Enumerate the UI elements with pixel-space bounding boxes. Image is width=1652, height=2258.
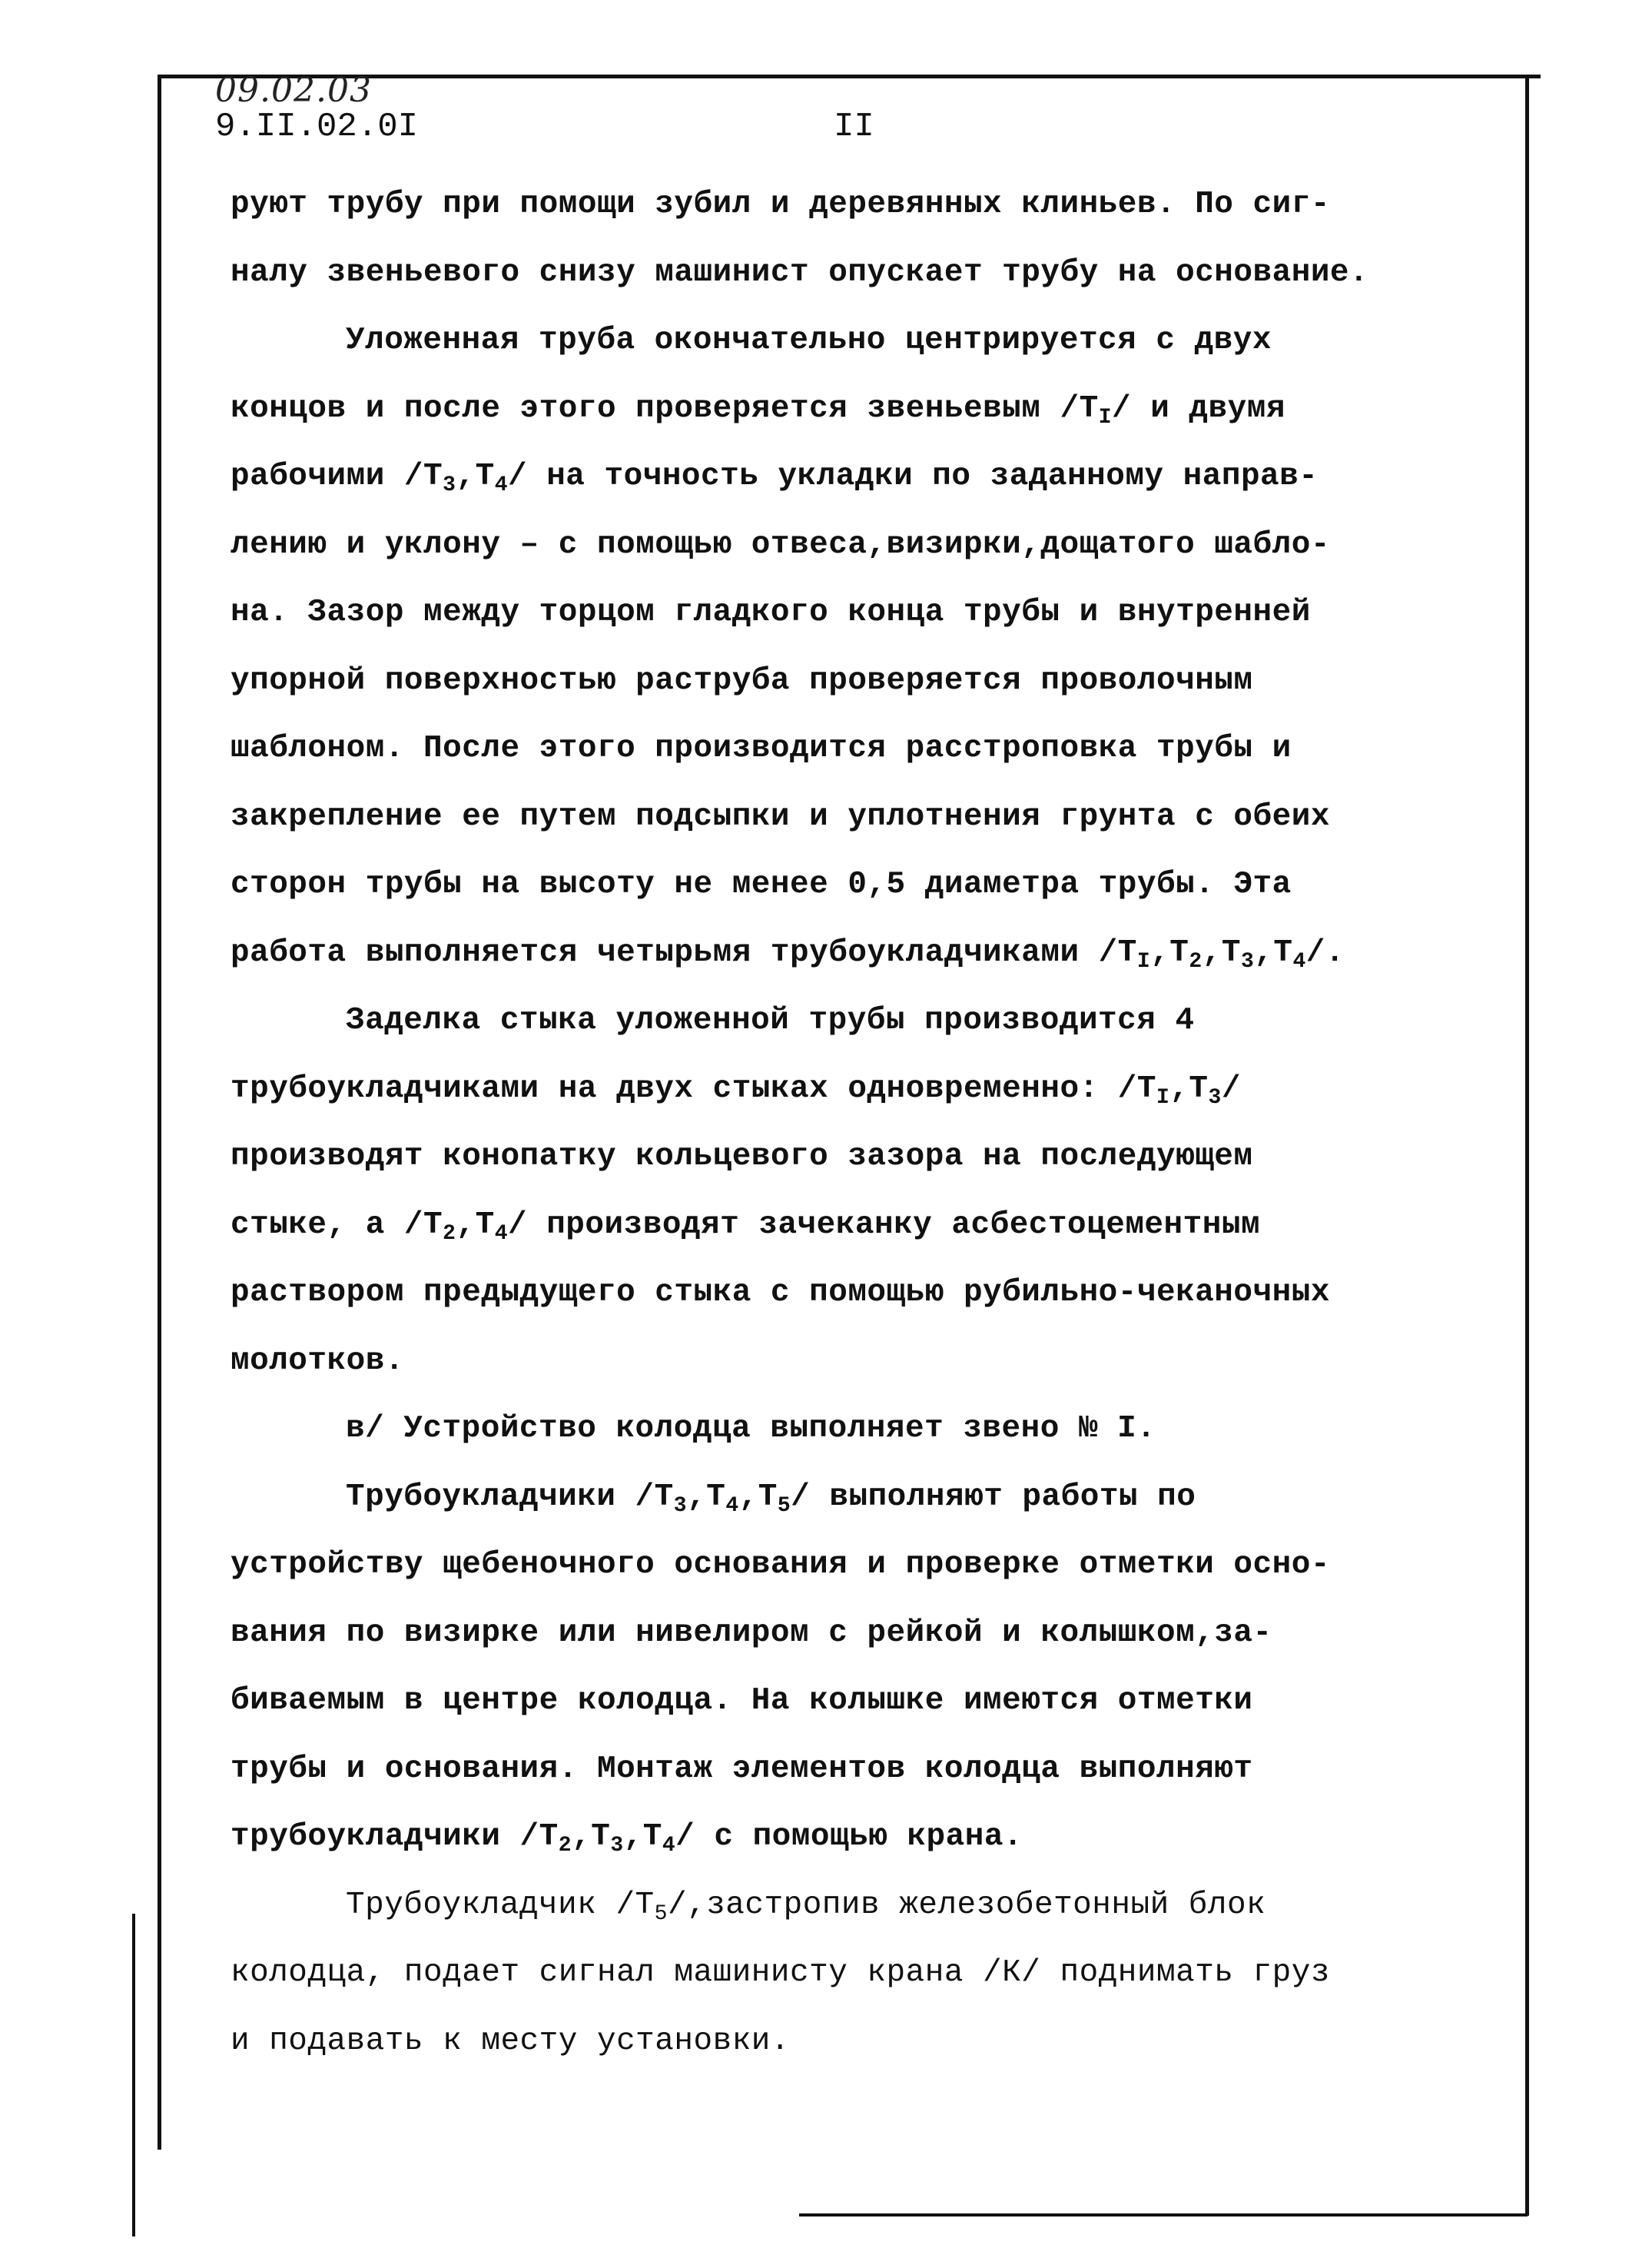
text-line: трубоукладчиками на двух стыках одновременно: $/Т_I,Т_3/$ <box>231 1071 1241 1110</box>
handwritten-code: 09.02.03 <box>215 71 372 110</box>
page-number: II <box>834 108 874 146</box>
text-line: трубоукладчики $/Т_2,Т_3,Т_4/$ с помощью крана. <box>231 1819 1023 1858</box>
text-line: Заделка стыка уложенной трубы производится 4 <box>346 1003 1195 1038</box>
page-frame-right <box>1525 75 1529 2216</box>
text-line: биваемым в центре колодца. На колышке имеются отметки <box>231 1683 1253 1718</box>
text-line: колодца, подает сигнал машинисту крана /К/ поднимать груз <box>231 1955 1330 1991</box>
margin-stroke <box>132 1914 135 2236</box>
text-line: Уложенная труба окончательно центрируется с двух <box>346 323 1272 358</box>
text-line: Трубоукладчики $/Т_3,Т_4,Т_5/$ выполняют работы по <box>346 1479 1196 1518</box>
text-line: сторон трубы на высоту не менее 0,5 диаметра трубы. Эта <box>231 867 1292 902</box>
page-frame-left <box>158 75 161 2150</box>
text-line: упорной поверхностью раструба проверяется проволочным <box>231 662 1253 699</box>
text-line: руют трубу при помощи зубил и деревянных клиньев. По сиг- <box>231 187 1330 222</box>
document-code: 9.II.02.0I <box>215 108 419 146</box>
text-line: рабочими $/Т_3,Т_4/$ на точность укладки по заданному направ- <box>231 459 1319 497</box>
text-line: работа выполняется четырьмя трубоукладчиками $/Т_I,Т_2,Т_3,Т_4/$. <box>231 935 1345 974</box>
text-line: закрепление ее путем подсыпки и уплотнения грунта с обеих <box>231 799 1330 835</box>
page-frame-bottom <box>799 2213 1528 2216</box>
text-line: устройству щебеночного основания и проверке отметки осно- <box>231 1547 1330 1582</box>
text-line: и подавать к месту установки. <box>231 2023 791 2059</box>
text-line: шаблоном. После этого производится расстроповка трубы и <box>231 731 1292 766</box>
text-line: в/ Устройство колодца выполняет звено № I. <box>346 1411 1156 1446</box>
text-line: стыке, а $/Т_2,Т_4/$ производят зачеканку асбестоцементным <box>231 1207 1261 1246</box>
text-line: трубы и основания. Монтаж элементов колодца выполняют <box>231 1751 1253 1787</box>
text-line: Трубоукладчик $/Т_5/,застропив$ железобетонный блок <box>346 1887 1266 1926</box>
text-line: налу звеньевого снизу машинист опускает трубу на основание. <box>231 254 1369 291</box>
text-line: на. Зазор между торцом гладкого конца трубы и внутренней <box>231 595 1311 630</box>
body-text <box>231 171 1506 2075</box>
text-line: раствором предыдущего стыка с помощью рубильно-чеканочных <box>231 1275 1330 1310</box>
text-line: молотков. <box>231 1343 404 1379</box>
text-line: концов и после этого проверяется звеньевым $/Т_I/$ и двумя <box>231 390 1285 430</box>
text-line: производят конопатку кольцевого зазора на последующем <box>231 1139 1253 1174</box>
text-line: лению и уклону – с помощью отвеса,визирки,дощатого шабло- <box>231 526 1330 563</box>
text-line: вания по визирке или нивелиром с рейкой и колышком,за- <box>231 1615 1272 1651</box>
